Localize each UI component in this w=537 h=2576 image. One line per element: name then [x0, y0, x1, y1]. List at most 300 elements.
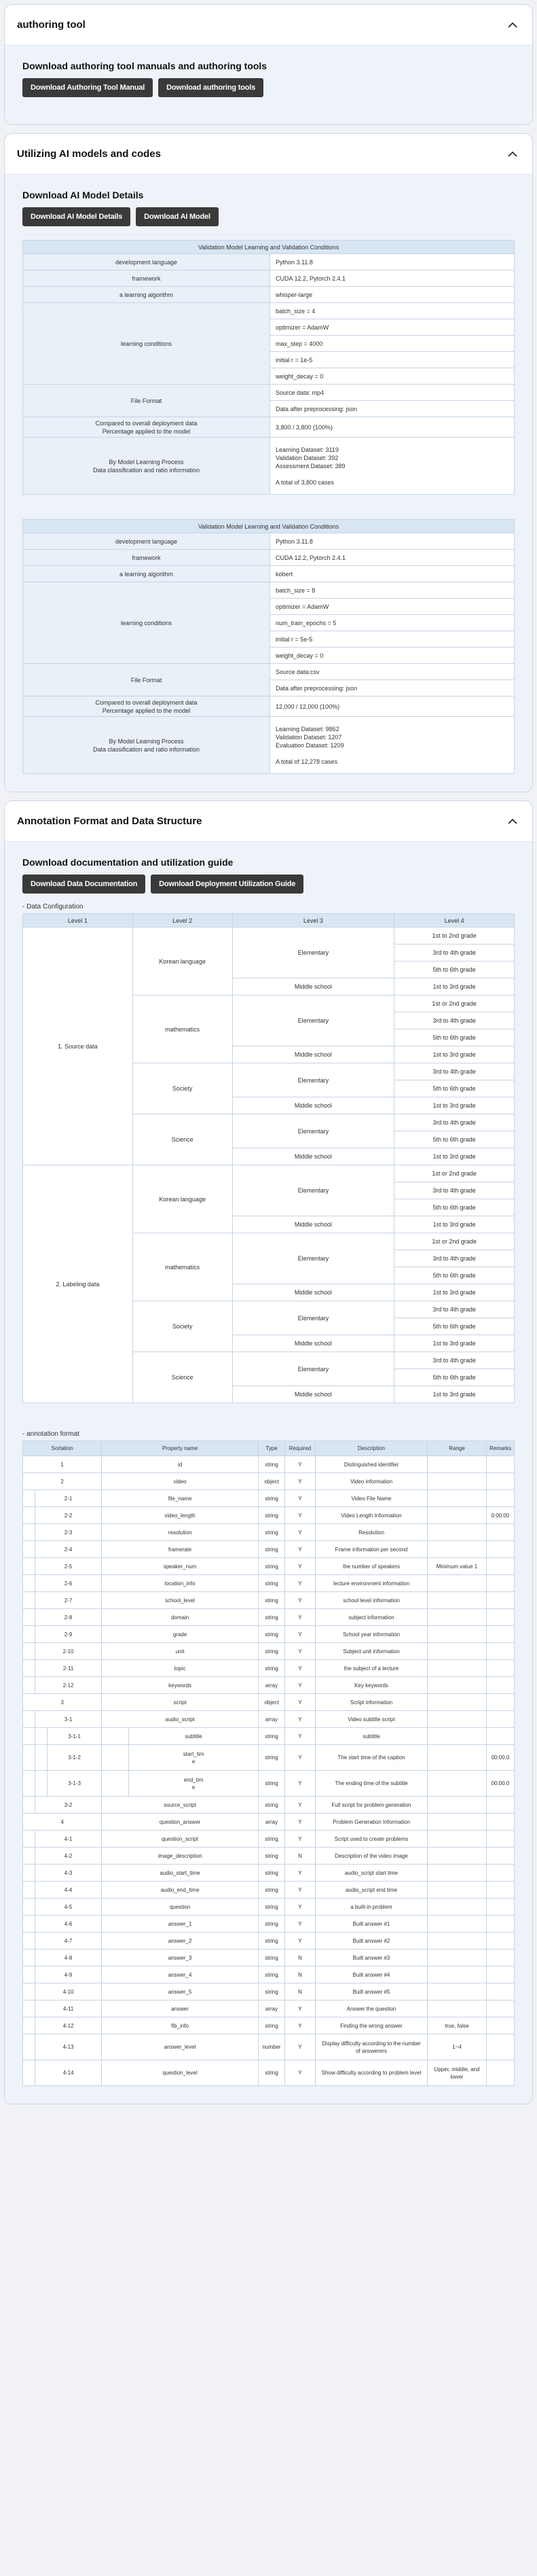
- table-row: [23, 1609, 515, 1626]
- required-cell: Y: [285, 1507, 316, 1524]
- required-cell: N: [285, 1983, 316, 2000]
- ai-models-header[interactable]: [5, 134, 532, 175]
- description-cell: the subject of a lecture: [316, 1660, 428, 1677]
- remarks-cell: 0:00:00: [487, 1507, 515, 1524]
- type-cell: string: [259, 1541, 285, 1558]
- property-name-cell: subtitle: [129, 1728, 259, 1745]
- row-key: Compared to overall deployment data Percentage applied to the model: [23, 696, 270, 717]
- section-subtitle: Download authoring tool manuals and authoring tools: [22, 60, 267, 71]
- property-name-cell: answer_3: [102, 1949, 259, 1966]
- level4-cell: 3rd to 4th grade: [394, 1301, 515, 1318]
- sortation-cell: 4-12: [35, 2017, 102, 2034]
- sortation-cell: 3-1: [35, 1711, 102, 1728]
- type-cell: string: [259, 1933, 285, 1949]
- authoring-tool-body: [5, 46, 532, 124]
- description-cell: Video File Name: [316, 1490, 428, 1507]
- range-cell: [428, 1677, 487, 1694]
- required-cell: Y: [285, 1711, 316, 1728]
- remarks-cell: [487, 1797, 515, 1814]
- table-row: [23, 438, 515, 495]
- required-cell: Y: [285, 1456, 316, 1473]
- level2-cell: Science: [132, 1114, 232, 1165]
- remarks-cell: [487, 1660, 515, 1677]
- table-row: [23, 1694, 515, 1711]
- chevron-up-icon[interactable]: [505, 18, 520, 33]
- indent-cell: [23, 1609, 35, 1626]
- table-row: [23, 1797, 515, 1814]
- row-value: optimizer = AdamW: [270, 319, 515, 336]
- remarks-cell: [487, 1558, 515, 1575]
- column-header: Remarks: [487, 1441, 515, 1456]
- range-cell: [428, 2000, 487, 2017]
- remarks-cell: [487, 1882, 515, 1899]
- row-key: learning conditions: [23, 303, 270, 385]
- table-row: [23, 1711, 515, 1728]
- download-deployment-guide-button[interactable]: Download Deployment Utilization Guide: [151, 875, 303, 894]
- table-row: [23, 1541, 515, 1558]
- property-name-cell: script: [102, 1694, 259, 1711]
- annotation-panel: [4, 800, 533, 2104]
- range-cell: [428, 1473, 487, 1490]
- table-header-row: [23, 241, 515, 254]
- range-cell: [428, 1949, 487, 1966]
- sortation-cell: 2-5: [35, 1558, 102, 1575]
- description-cell: Problem Generation Information: [316, 1814, 428, 1831]
- indent-cell: [23, 1728, 35, 1745]
- type-cell: string: [259, 1490, 285, 1507]
- sortation-cell: 4: [23, 1814, 102, 1831]
- description-cell: a built-in problem: [316, 1899, 428, 1916]
- required-cell: Y: [285, 1745, 316, 1771]
- property-name-cell: answer_2: [102, 1933, 259, 1949]
- remarks-cell: [487, 1916, 515, 1933]
- indent-cell: [102, 1728, 129, 1745]
- sortation-cell: 1: [23, 1456, 102, 1473]
- level3-cell: Middle school: [232, 1335, 394, 1352]
- annotation-header[interactable]: [5, 801, 532, 842]
- level4-cell: 3rd to 4th grade: [394, 1250, 515, 1267]
- indent-cell: [23, 1983, 35, 2000]
- description-cell: Script information: [316, 1694, 428, 1711]
- range-cell: [428, 1660, 487, 1677]
- annotation-format-label: - annotation format: [22, 1430, 79, 1438]
- level3-cell: Elementary: [232, 995, 394, 1046]
- indent-cell: [23, 1711, 35, 1728]
- type-cell: string: [259, 1966, 285, 1983]
- level4-cell: 1st to 3rd grade: [394, 1216, 515, 1233]
- row-value: optimizer = AdamW: [270, 599, 515, 615]
- property-name-cell: image_description: [102, 1848, 259, 1865]
- range-cell: [428, 1575, 487, 1592]
- row-value: batch_size = 4: [270, 303, 515, 319]
- row-value: 12,000 / 12,000 (100%): [270, 696, 515, 717]
- level4-cell: 3rd to 4th grade: [394, 945, 515, 961]
- level4-cell: 3rd to 4th grade: [394, 1063, 515, 1080]
- required-cell: Y: [285, 1575, 316, 1592]
- type-cell: string: [259, 1728, 285, 1745]
- level4-cell: 5th to 6th grade: [394, 1080, 515, 1097]
- type-cell: string: [259, 1660, 285, 1677]
- range-cell: [428, 1831, 487, 1848]
- level4-cell: 1st to 3rd grade: [394, 1335, 515, 1352]
- row-value: Python 3.11.8: [270, 254, 515, 270]
- required-cell: Y: [285, 2017, 316, 2034]
- property-name-cell: audio_script: [102, 1711, 259, 1728]
- ai-models-body: [5, 175, 532, 792]
- property-name-cell: school_level: [102, 1592, 259, 1609]
- required-cell: Y: [285, 1541, 316, 1558]
- download-authoring-manual-button[interactable]: Download Authoring Tool Manual: [22, 78, 153, 97]
- table-header-row: [23, 520, 515, 533]
- section-title: Annotation Format and Data Structure: [17, 815, 202, 827]
- chevron-up-icon[interactable]: [505, 147, 520, 162]
- required-cell: Y: [285, 1865, 316, 1882]
- property-name-cell: domain: [102, 1609, 259, 1626]
- indent-cell: [102, 1745, 129, 1771]
- remarks-cell: 00:00.0: [487, 1771, 515, 1797]
- indent-cell: [23, 1626, 35, 1643]
- remarks-cell: [487, 2017, 515, 2034]
- level4-cell: 1st to 3rd grade: [394, 1046, 515, 1063]
- table-row: [23, 1771, 515, 1797]
- level4-cell: 1st to 3rd grade: [394, 1148, 515, 1165]
- remarks-cell: 00:00.0: [487, 1745, 515, 1771]
- level4-cell: 3rd to 4th grade: [394, 1182, 515, 1199]
- indent-cell: [23, 1558, 35, 1575]
- level3-cell: Middle school: [232, 978, 394, 995]
- level2-cell: Society: [132, 1063, 232, 1114]
- type-cell: array: [259, 1711, 285, 1728]
- type-cell: string: [259, 1865, 285, 1882]
- indent-cell: [102, 1771, 129, 1797]
- table-row: [23, 1728, 515, 1745]
- property-name-cell: question_answer: [102, 1814, 259, 1831]
- table-row: [23, 1933, 515, 1949]
- required-cell: Y: [285, 1558, 316, 1575]
- type-cell: string: [259, 1609, 285, 1626]
- level4-cell: 3rd to 4th grade: [394, 1114, 515, 1131]
- table-row: [23, 1882, 515, 1899]
- range-cell: [428, 1865, 487, 1882]
- range-cell: [428, 1797, 487, 1814]
- sortation-cell: 2-11: [35, 1660, 102, 1677]
- table-row: [23, 1848, 515, 1865]
- indent-cell: [23, 1490, 35, 1507]
- description-cell: Built answer #3: [316, 1949, 428, 1966]
- table-row: [23, 696, 515, 717]
- remarks-cell: [487, 1983, 515, 2000]
- description-cell: Script used to create problems: [316, 1831, 428, 1848]
- required-cell: Y: [285, 1609, 316, 1626]
- data-configuration-table: [22, 913, 515, 1403]
- range-cell: Upper, middle, and lower: [428, 2060, 487, 2086]
- type-cell: string: [259, 1797, 285, 1814]
- description-cell: Subject unit information: [316, 1643, 428, 1660]
- required-cell: Y: [285, 1490, 316, 1507]
- table-row: [23, 1643, 515, 1660]
- level4-cell: 5th to 6th grade: [394, 1318, 515, 1335]
- type-cell: array: [259, 2000, 285, 2017]
- sortation-cell: 3-1-1: [48, 1728, 102, 1745]
- sortation-cell: 4-13: [35, 2034, 102, 2060]
- row-value: Source data: mp4: [270, 385, 515, 401]
- remarks-cell: [487, 1473, 515, 1490]
- section-title: authoring tool: [17, 19, 86, 31]
- indent-cell: [23, 1592, 35, 1609]
- level4-cell: 1st to 3rd grade: [394, 1097, 515, 1114]
- indent-cell: [35, 1745, 48, 1771]
- property-name-cell: keywords: [102, 1677, 259, 1694]
- property-name-cell: question_level: [102, 2060, 259, 2086]
- row-value: whisper-large: [270, 287, 515, 303]
- sortation-cell: 2-9: [35, 1626, 102, 1643]
- level3-cell: Elementary: [232, 1165, 394, 1216]
- range-cell: [428, 1456, 487, 1473]
- level4-cell: 5th to 6th grade: [394, 961, 515, 978]
- sortation-cell: 3-1-2: [48, 1745, 102, 1771]
- level3-cell: Elementary: [232, 928, 394, 978]
- level2-cell: Korean language: [132, 928, 232, 995]
- type-cell: string: [259, 1626, 285, 1643]
- table-row: [23, 1575, 515, 1592]
- range-cell: [428, 1745, 487, 1771]
- table-row: [23, 1916, 515, 1933]
- range-cell: [428, 1899, 487, 1916]
- indent-cell: [23, 1643, 35, 1660]
- column-header: Level 1: [23, 914, 133, 928]
- authoring-tool-header[interactable]: [5, 5, 532, 46]
- table-row: [23, 417, 515, 438]
- range-cell: [428, 1541, 487, 1558]
- level3-cell: Middle school: [232, 1046, 394, 1063]
- description-cell: Video Length Information: [316, 1507, 428, 1524]
- level4-cell: 1st or 2nd grade: [394, 1233, 515, 1250]
- download-ai-model-details-button[interactable]: Download AI Model Details: [22, 207, 130, 226]
- description-cell: Finding the wrong answer: [316, 2017, 428, 2034]
- table-row: [23, 1966, 515, 1983]
- table-row: [23, 928, 515, 945]
- level2-cell: mathematics: [132, 995, 232, 1063]
- level4-cell: 5th to 6th grade: [394, 1199, 515, 1216]
- property-name-cell: id: [102, 1456, 259, 1473]
- table-row: [23, 1814, 515, 1831]
- type-cell: object: [259, 1694, 285, 1711]
- indent-cell: [23, 2060, 35, 2086]
- sortation-cell: 3-2: [35, 1797, 102, 1814]
- required-cell: Y: [285, 1882, 316, 1899]
- remarks-cell: [487, 1949, 515, 1966]
- property-name-cell: answer: [102, 2000, 259, 2017]
- level4-cell: 1st or 2nd grade: [394, 995, 515, 1012]
- level3-cell: Elementary: [232, 1352, 394, 1386]
- level4-cell: 3rd to 4th grade: [394, 1012, 515, 1029]
- table-row: [23, 1949, 515, 1966]
- column-header: Property name: [102, 1441, 259, 1456]
- indent-cell: [23, 2017, 35, 2034]
- type-cell: string: [259, 1558, 285, 1575]
- download-data-documentation-button[interactable]: Download Data Documentation: [22, 875, 145, 894]
- property-name-cell: end_tim e: [129, 1771, 259, 1797]
- model-tables: [22, 240, 515, 774]
- indent-cell: [23, 1933, 35, 1949]
- property-name-cell: start_tim e: [129, 1745, 259, 1771]
- sortation-cell: 4-5: [35, 1899, 102, 1916]
- table-row: [23, 1490, 515, 1507]
- indent-cell: [23, 1524, 35, 1541]
- sortation-cell: 4-7: [35, 1933, 102, 1949]
- row-key: File Format: [23, 664, 270, 696]
- property-name-cell: topic: [102, 1660, 259, 1677]
- section-title: Utilizing AI models and codes: [17, 148, 161, 160]
- indent-cell: [23, 1507, 35, 1524]
- table-row: [23, 303, 515, 319]
- property-name-cell: resolution: [102, 1524, 259, 1541]
- remarks-cell: [487, 1831, 515, 1848]
- remarks-cell: [487, 1575, 515, 1592]
- description-cell: Description of the video image: [316, 1848, 428, 1865]
- required-cell: Y: [285, 1592, 316, 1609]
- row-value: Learning Dataset: 9862 Validation Dataset: 1207 Evaluation Dataset: 1209 A total of 12,278 cases: [270, 717, 515, 774]
- sortation-cell: 4-2: [35, 1848, 102, 1865]
- row-key: By Model Learning Process Data classification and ratio information: [23, 717, 270, 774]
- sortation-cell: 2-10: [35, 1643, 102, 1660]
- model-conditions-table: [22, 519, 515, 774]
- level4-cell: 5th to 6th grade: [394, 1131, 515, 1148]
- description-cell: subtitle: [316, 1728, 428, 1745]
- sortation-cell: 2-8: [35, 1609, 102, 1626]
- column-header: Description: [316, 1441, 428, 1456]
- description-cell: The start time of the caption: [316, 1745, 428, 1771]
- sortation-cell: 4-1: [35, 1831, 102, 1848]
- remarks-cell: [487, 1814, 515, 1831]
- required-cell: N: [285, 1949, 316, 1966]
- table-row: [23, 717, 515, 774]
- property-name-cell: answer_5: [102, 1983, 259, 2000]
- type-cell: array: [259, 1814, 285, 1831]
- required-cell: Y: [285, 1643, 316, 1660]
- level3-cell: Elementary: [232, 1063, 394, 1097]
- level2-cell: mathematics: [132, 1233, 232, 1301]
- description-cell: Video information: [316, 1473, 428, 1490]
- property-name-cell: location_info: [102, 1575, 259, 1592]
- range-cell: Minimum value 1: [428, 1558, 487, 1575]
- row-value: Python 3.11.8: [270, 533, 515, 550]
- section-subtitle: Download AI Model Details: [22, 190, 144, 200]
- description-cell: Display difficulty according to the number of answerers: [316, 2034, 428, 2060]
- row-value: Data after preprocessing: json: [270, 680, 515, 696]
- ai-models-panel: [4, 133, 533, 792]
- row-key: framework: [23, 270, 270, 287]
- indent-cell: [23, 1899, 35, 1916]
- indent-cell: [23, 1865, 35, 1882]
- level4-cell: 1st or 2nd grade: [394, 1165, 515, 1182]
- table-row: [23, 1831, 515, 1848]
- description-cell: Built answer #4: [316, 1966, 428, 1983]
- level3-cell: Middle school: [232, 1148, 394, 1165]
- description-cell: subject information: [316, 1609, 428, 1626]
- type-cell: string: [259, 1983, 285, 2000]
- row-value: Source data:csv: [270, 664, 515, 680]
- row-value: batch_size = 8: [270, 582, 515, 599]
- annotation-format-table: [22, 1441, 515, 2086]
- table-row: [23, 1626, 515, 1643]
- property-name-cell: grade: [102, 1626, 259, 1643]
- range-cell: [428, 1643, 487, 1660]
- table-row: [23, 2060, 515, 2086]
- row-key: learning conditions: [23, 582, 270, 664]
- type-cell: string: [259, 1592, 285, 1609]
- description-cell: audio_script start time: [316, 1865, 428, 1882]
- property-name-cell: fib_info: [102, 2017, 259, 2034]
- required-cell: Y: [285, 1626, 316, 1643]
- type-cell: string: [259, 1848, 285, 1865]
- sortation-cell: 4-14: [35, 2060, 102, 2086]
- type-cell: array: [259, 1677, 285, 1694]
- row-key: development language: [23, 533, 270, 550]
- download-ai-model-button[interactable]: Download AI Model: [136, 207, 219, 226]
- indent-cell: [35, 1728, 48, 1745]
- required-cell: Y: [285, 2034, 316, 2060]
- chevron-up-icon[interactable]: [505, 814, 520, 829]
- table-row: [23, 2017, 515, 2034]
- required-cell: Y: [285, 1728, 316, 1745]
- row-value: max_step = 4000: [270, 336, 515, 352]
- download-authoring-tools-button[interactable]: Download authoring tools: [158, 78, 263, 97]
- range-cell: [428, 1507, 487, 1524]
- range-cell: [428, 1609, 487, 1626]
- sortation-cell: 4-9: [35, 1966, 102, 1983]
- table-row: [23, 1473, 515, 1490]
- range-cell: true, false: [428, 2017, 487, 2034]
- description-cell: Key keywords: [316, 1677, 428, 1694]
- section-subtitle: Download documentation and utilization guide: [22, 857, 234, 868]
- data-configuration-label: - Data Configuration: [22, 903, 84, 911]
- property-name-cell: unit: [102, 1643, 259, 1660]
- description-cell: lecture environment information: [316, 1575, 428, 1592]
- column-header: Level 3: [232, 914, 394, 928]
- indent-cell: [23, 1831, 35, 1848]
- required-cell: Y: [285, 1797, 316, 1814]
- required-cell: Y: [285, 1694, 316, 1711]
- level4-cell: 1st to 3rd grade: [394, 1284, 515, 1301]
- property-name-cell: video_length: [102, 1507, 259, 1524]
- row-value: CUDA 12.2, Pytorch 2.4.1: [270, 550, 515, 566]
- table-row: [23, 1745, 515, 1771]
- table-row: [23, 582, 515, 599]
- remarks-cell: [487, 1694, 515, 1711]
- table-row: [23, 385, 515, 401]
- column-header: Required: [285, 1441, 316, 1456]
- level3-cell: Elementary: [232, 1233, 394, 1284]
- range-cell: [428, 1711, 487, 1728]
- table-row: [23, 1865, 515, 1882]
- sortation-cell: 2-1: [35, 1490, 102, 1507]
- description-cell: Built answer #2: [316, 1933, 428, 1949]
- type-cell: string: [259, 1745, 285, 1771]
- annotation-body: [5, 842, 532, 2104]
- description-cell: Video subtitle script: [316, 1711, 428, 1728]
- authoring-tool-panel: [4, 4, 533, 125]
- range-cell: [428, 1771, 487, 1797]
- type-cell: string: [259, 1643, 285, 1660]
- indent-cell: [23, 1677, 35, 1694]
- required-cell: Y: [285, 1831, 316, 1848]
- remarks-cell: [487, 2060, 515, 2086]
- table-row: [23, 1660, 515, 1677]
- range-cell: [428, 1626, 487, 1643]
- required-cell: Y: [285, 2000, 316, 2017]
- indent-cell: [23, 1848, 35, 1865]
